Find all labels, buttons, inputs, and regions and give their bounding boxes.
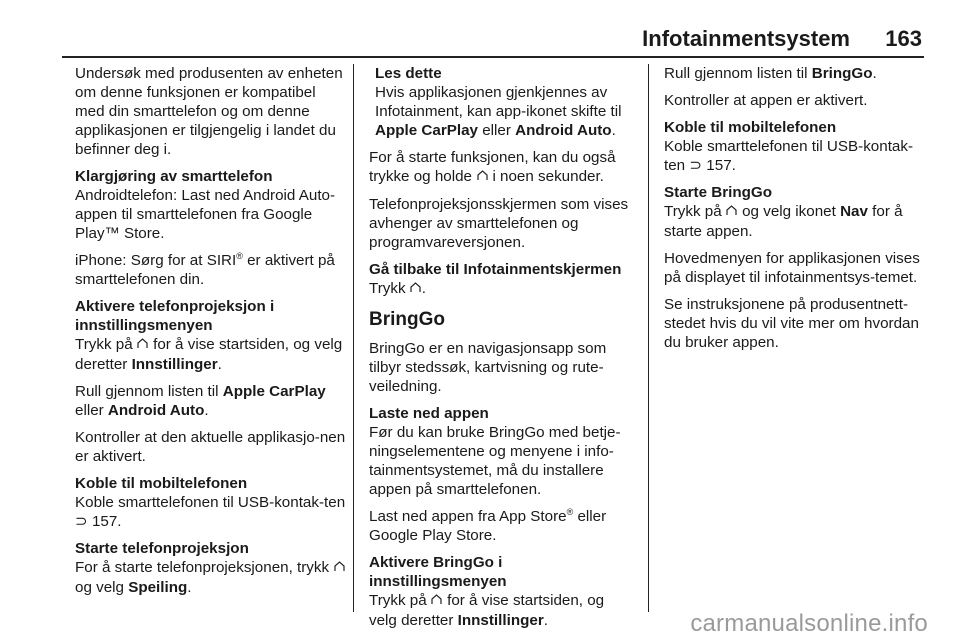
column-2 <box>369 64 635 638</box>
section-heading: Starte BringGo <box>664 184 773 201</box>
paragraph: iPhone: Sørg for at SIRI® er aktivert på smarttelefonen din. <box>75 250 335 288</box>
header-rule <box>62 56 924 58</box>
paragraph: Kontroller at appen er aktivert. <box>664 92 868 109</box>
paragraph: Rull gjennom listen til Apple CarPlay eller Android Auto. <box>75 383 326 419</box>
column-divider-2 <box>648 64 649 612</box>
page-header <box>62 26 922 56</box>
paragraph: For å starte funksjonen, kan du også trykke og holde i noen sekunder. <box>369 149 616 185</box>
paragraph: Gå tilbake til Infotainmentskjermen Trykk . <box>369 261 622 297</box>
section-heading: Starte telefonprojeksjon <box>75 540 249 557</box>
paragraph: Hovedmenyen for applikasjonen vises på displayet til infotainmentsys-temet. <box>664 250 920 286</box>
column-divider-1 <box>353 64 354 612</box>
watermark: carmanualsonline.info <box>690 610 928 637</box>
paragraph: Koble til mobiltelefonen Koble smarttelefonen til USB-kontak-ten ⊃ 157. <box>75 475 346 530</box>
section-heading: Laste ned appen <box>369 405 489 422</box>
paragraph: Starte telefonprojeksjon For å starte telefonprojeksjonen, trykk og velg Speiling. <box>75 539 347 597</box>
paragraph: Rull gjennom listen til BringGo. <box>664 65 877 82</box>
paragraph: Starte BringGo Trykk på og velg ikonet Nav for å starte appen. <box>664 184 903 240</box>
paragraph: Aktivere BringGo i innstillingsmenyen Trykk på for å vise startsiden, og velg deretter Innstillinger. <box>369 554 605 629</box>
paragraph: Last ned appen fra App Store® eller Google Play Store. <box>369 506 607 544</box>
section-heading: Koble til mobiltelefonen <box>75 475 248 492</box>
paragraph: Kontroller at den aktuelle applikasjo-nen er aktivert. <box>75 429 346 465</box>
home-icon <box>476 168 488 187</box>
page-reference-icon: ⊃ <box>689 157 703 174</box>
paragraph: Telefonprojeksjonsskjermen som vises avhenger av smarttelefonen og programvareversjonen. <box>369 196 629 251</box>
section-heading: Gå tilbake til Infotainmentskjermen <box>369 261 622 278</box>
section-heading: Koble til mobiltelefonen <box>664 119 837 136</box>
page-title: Infotainmentsystem <box>642 26 850 51</box>
paragraph: BringGo er en navigasjonsapp som tilbyr stedssøk, kartvisning og rute-veiledning. <box>369 340 607 395</box>
paragraph: Koble til mobiltelefonen Koble smarttelefonen til USB-kontak-ten ⊃ 157. <box>664 119 914 174</box>
column-3 <box>664 64 926 360</box>
chapter-heading: BringGo <box>369 309 445 330</box>
note-heading: Les dette <box>375 65 442 82</box>
home-icon <box>333 559 345 578</box>
paragraph: Undersøk med produsenten av enheten om denne funksjonen er kompatibel med din smarttelefon og om denne applikasjonen er tilgjengelig i landet du befinner deg i. <box>75 65 343 158</box>
paragraph: Se instruksjonene på produsentnett-stedet hvis du vil vite mer om hvordan du bruker appen. <box>664 296 919 351</box>
page-reference-icon: ⊃ <box>75 513 88 530</box>
section-heading: Aktivere telefonprojeksjon i innstillingsmenyen <box>75 298 275 334</box>
paragraph: Aktivere telefonprojeksjon i innstillingsmenyen Trykk på for å vise startsiden, og velg deretter Innstillinger. <box>75 298 343 373</box>
section-heading: Klargjøring av smarttelefon <box>75 168 273 185</box>
section-heading: Aktivere BringGo i innstillingsmenyen <box>369 554 507 590</box>
paragraph: Laste ned appen Før du kan bruke BringGo med betje-ningselementene og menyene i info-tainmentsystemet, må du installere appen på smarttelefonen. <box>369 405 621 498</box>
home-icon <box>137 336 149 355</box>
home-icon <box>431 592 443 611</box>
home-icon <box>410 280 422 299</box>
note-box: Les dette Hvis applikasjonen gjenkjennes av Infotainment, kan app-ikonet skifte til Apple CarPlay eller Android Auto. <box>375 65 622 139</box>
home-icon <box>726 203 738 222</box>
column-1 <box>75 64 347 605</box>
paragraph: Klargjøring av smarttelefon Androidtelefon: Last ned Android Auto-appen til smarttelefonen fra Google Play™ Store. <box>75 168 336 242</box>
page-number: 163 <box>885 26 922 51</box>
